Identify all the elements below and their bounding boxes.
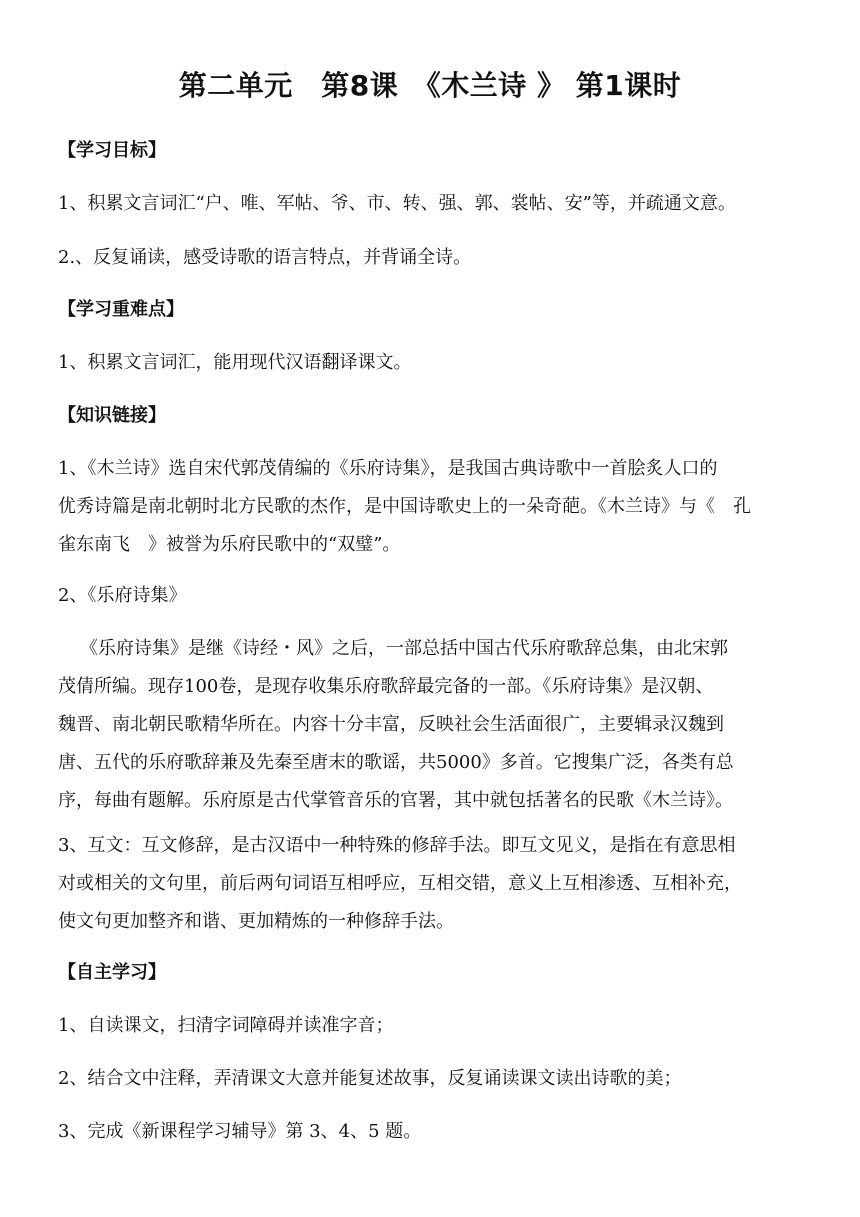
- self-study-line: 1、自读课文，扫清字词障碍并读准字音；: [58, 1015, 394, 1036]
- self-study-line: 3、完成《新课程学习辅导》第 3、4、5 题。: [58, 1121, 422, 1142]
- knowledge-line: 《乐府诗集》是继《诗经・风》之后，一部总括中国古代乐府歌辞总集，由北宋郭: [80, 638, 728, 659]
- key-point-line: 1、积累文言词汇，能用现代汉语翻译课文。: [58, 352, 412, 373]
- knowledge-heading: 【知识链接】: [58, 405, 166, 426]
- objective-line: 1、积累文言词汇“户、唯、军帖、爷、市、转、强、郭、裳帖、安”等，并疏通文意。: [58, 193, 736, 214]
- knowledge-line: 对或相关的文句里，前后两句词语互相呼应，互相交错，意义上互相渗透、互相补充，: [58, 873, 742, 894]
- knowledge-line: 3、互文：互文修辞，是古汉语中一种特殊的修辞手法。即互文见义，是指在有意思相: [58, 835, 736, 856]
- objectives-heading: 【学习目标】: [58, 140, 166, 161]
- knowledge-line: 茂倩所编。现存100卷，是现存收集乐府歌辞最完备的一部。《乐府诗集》是汉朝、: [58, 676, 714, 697]
- self-study-heading: 【自主学习】: [58, 962, 166, 983]
- page-title: 第二单元 第8课 《木兰诗 》 第1课时: [178, 69, 682, 102]
- knowledge-line: 唐、五代的乐府歌辞兼及先秦至唐末的歌谣，共5000》多首。它搜集广泛，各类有总: [58, 752, 734, 773]
- self-study-line: 2、结合文中注释，弄清课文大意并能复述故事，反复诵读课文读出诗歌的美；: [58, 1068, 682, 1089]
- key-points-heading: 【学习重难点】: [58, 299, 184, 320]
- knowledge-line: 魏晋、南北朝民歌精华所在。内容十分丰富，反映社会生活面很广，主要辑录汉魏到: [58, 714, 724, 735]
- knowledge-line: 使文句更加整齐和谐、更加精炼的一种修辞手法。: [58, 911, 454, 932]
- knowledge-item-title: 2、《乐府诗集》: [58, 585, 187, 606]
- knowledge-line: 序，每曲有题解。乐府原是古代掌管音乐的官署，其中就包括著名的民歌《木兰诗》。: [58, 790, 733, 811]
- objective-line: 2.、反复诵读，感受诗歌的语言特点，并背诵全诗。: [58, 247, 472, 268]
- knowledge-line: 1、《木兰诗》选自宋代郭茂倩编的《乐府诗集》，是我国古典诗歌中一首脍炙人口的: [58, 458, 718, 479]
- knowledge-line: 优秀诗篇是南北朝时北方民歌的杰作，是中国诗歌史上的一朵奇葩。《木兰诗》与《 孔: [58, 496, 751, 517]
- knowledge-line: 雀东南飞 》被誉为乐府民歌中的“双璧”。: [58, 534, 401, 555]
